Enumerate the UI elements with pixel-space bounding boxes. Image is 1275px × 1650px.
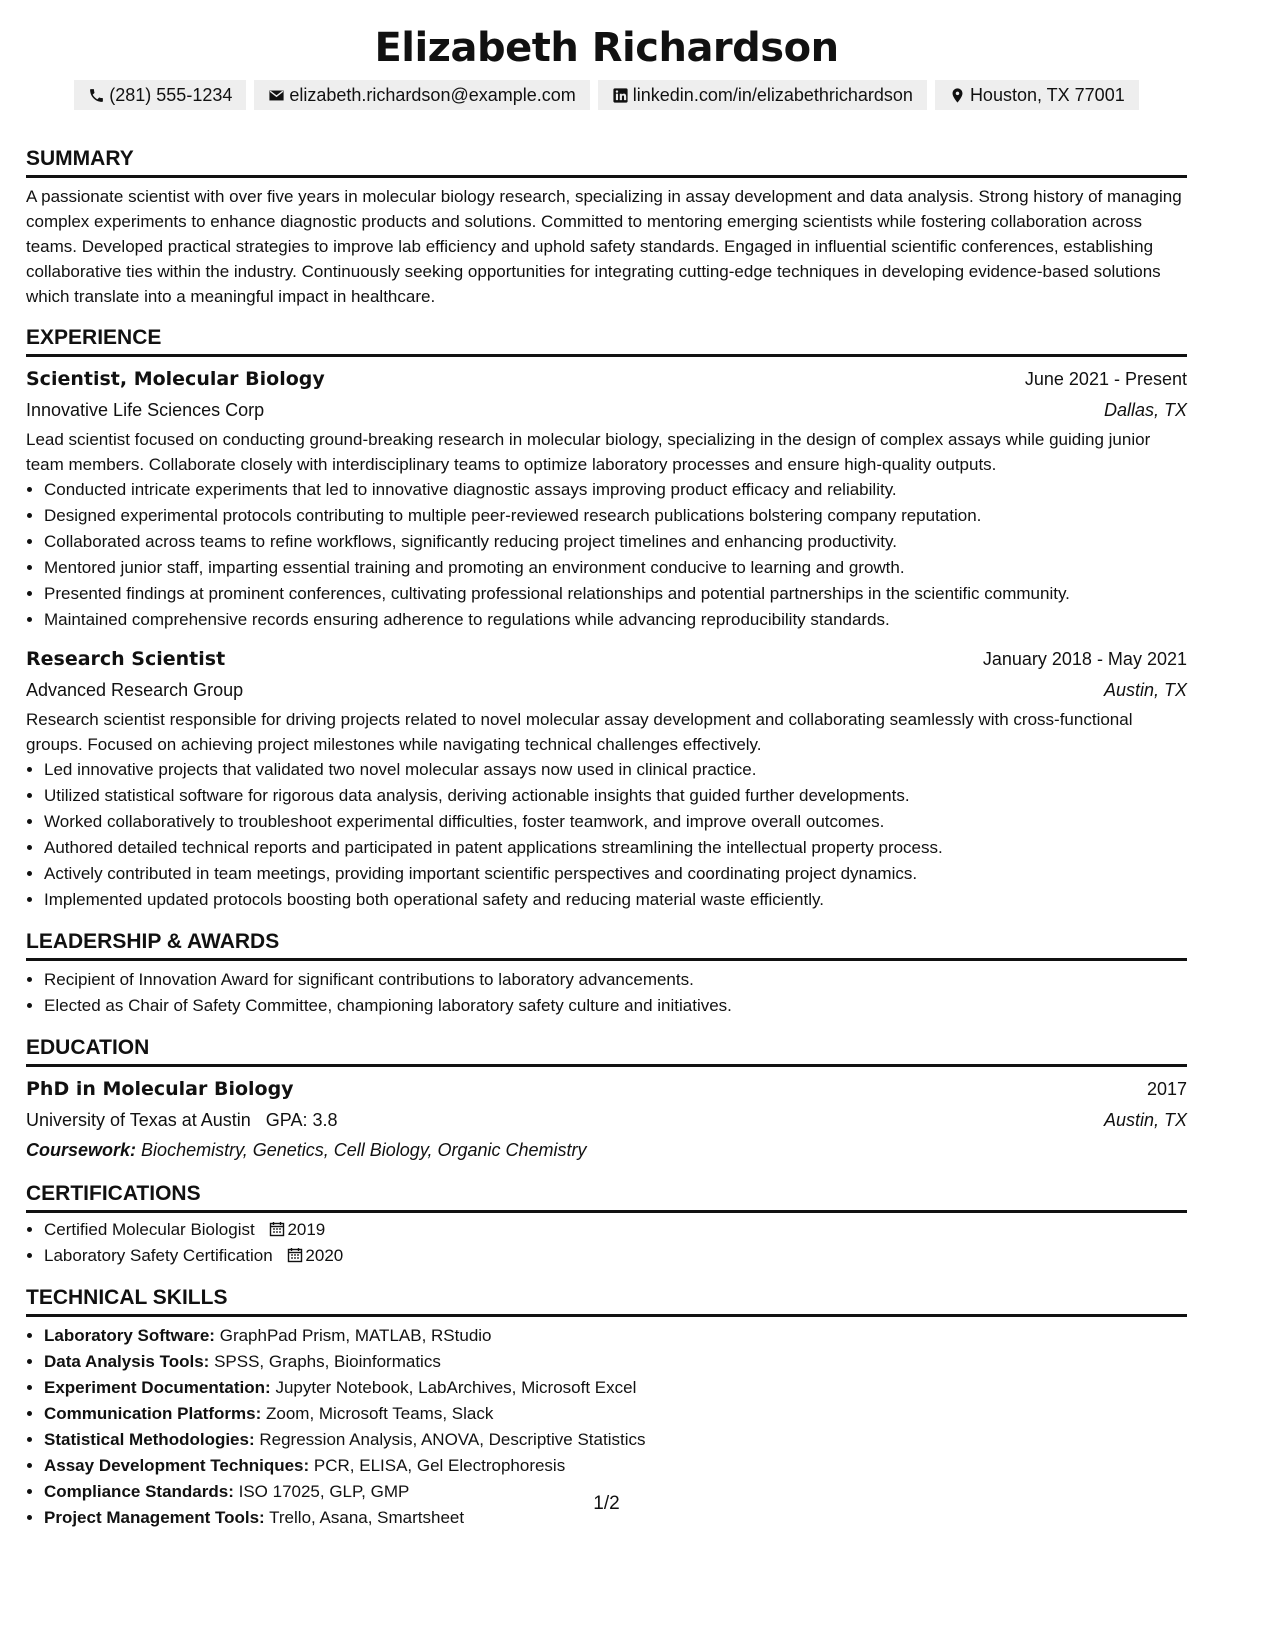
certifications-section xyxy=(26,1181,1187,1269)
company-name: Advanced Research Group xyxy=(26,680,244,700)
skill-label: Statistical Methodologies: xyxy=(44,1430,255,1449)
job-location: Austin, TX xyxy=(1103,680,1187,700)
certification-name: Laboratory Safety Certification xyxy=(44,1246,273,1265)
list-item: • Elected as Chair of Safety Committee, championing laboratory safety culture and initiatives. xyxy=(44,993,1187,1019)
calendar-icon xyxy=(287,1247,303,1263)
list-item xyxy=(44,1453,1187,1479)
list-item xyxy=(44,1401,1187,1427)
page-number: 1/2 xyxy=(593,1493,620,1514)
skill-value: Zoom, Microsoft Teams, Slack xyxy=(265,1404,494,1423)
skill-value: PCR, ELISA, Gel Electrophoresis xyxy=(313,1456,566,1475)
skill-value: ISO 17025, GLP, GMP xyxy=(238,1482,410,1501)
candidate-name: Elizabeth Richardson xyxy=(374,25,839,71)
skill-value: GraphPad Prism, MATLAB, RStudio xyxy=(219,1326,492,1345)
phone-icon xyxy=(88,87,105,104)
company-name: Innovative Life Sciences Corp xyxy=(26,400,265,420)
contact-linkedin-text: linkedin.com/in/elizabethrichardson xyxy=(632,84,913,105)
school-location: Austin, TX xyxy=(1103,1110,1187,1130)
list-item: • Designed experimental protocols contributing to multiple peer-reviewed research publications bolstering company reputation. xyxy=(44,503,1187,529)
degree-title: PhD in Molecular Biology xyxy=(26,1078,294,1100)
education-entry xyxy=(26,1073,1187,1165)
certification-year: 2019 xyxy=(287,1220,326,1239)
list-item xyxy=(44,1349,1187,1375)
envelope-icon xyxy=(268,87,285,104)
list-item xyxy=(44,1323,1187,1349)
list-item: • Utilized statistical software for rigorous data analysis, deriving actionable insights that guided further developments. xyxy=(44,783,1187,809)
skill-label: Project Management Tools: xyxy=(44,1508,265,1527)
list-item: • Authored detailed technical reports and participated in patent applications streamlining the intellectual property process. xyxy=(44,835,1187,861)
job-description: Lead scientist focused on conducting ground-breaking research in molecular biology, specializing in the design of complex assays while guiding junior team members. Collaborate closely with interdisciplinary teams to optimize laboratory processes and ensure high-quality outputs. xyxy=(26,430,1151,474)
list-item: • Led innovative projects that validated two novel molecular assays now used in clinical practice. xyxy=(44,757,1187,783)
contact-location xyxy=(935,80,1139,110)
leadership-list xyxy=(26,967,1187,1019)
section-title: CERTIFICATIONS xyxy=(26,1181,1187,1213)
skill-label: Communication Platforms: xyxy=(44,1404,262,1423)
list-item: • Conducted intricate experiments that led to innovative diagnostic assays improving product efficacy and reliability. xyxy=(44,477,1187,503)
skill-label: Experiment Documentation: xyxy=(44,1378,271,1397)
contact-email-text: elizabeth.richardson@example.com xyxy=(289,84,576,105)
job-location: Dallas, TX xyxy=(1103,400,1187,420)
list-item xyxy=(44,1375,1187,1401)
map-pin-icon xyxy=(949,87,966,104)
list-item: • Collaborated across teams to refine workflows, significantly reducing project timelines and enhancing productivity. xyxy=(44,529,1187,555)
certification-name: Certified Molecular Biologist xyxy=(44,1220,255,1239)
section-title: LEADERSHIP & AWARDS xyxy=(26,929,1187,961)
linkedin-icon xyxy=(612,87,629,104)
job-entry xyxy=(26,643,1187,913)
job-description: Research scientist responsible for driving projects related to novel molecular assay development and collaborating seamlessly with cross-functional groups. Focused on achieving project milestones while navigating technical challenges effectively. xyxy=(26,710,1133,754)
gpa: GPA: 3.8 xyxy=(265,1110,338,1130)
skill-value: Trello, Asana, Smartsheet xyxy=(269,1508,465,1527)
section-title: TECHNICAL SKILLS xyxy=(26,1285,1187,1317)
contact-phone[interactable] xyxy=(74,80,246,110)
job-title: Scientist, Molecular Biology xyxy=(26,368,325,390)
skill-label: Compliance Standards: xyxy=(44,1482,234,1501)
skill-value: SPSS, Graphs, Bioinformatics xyxy=(214,1352,441,1371)
coursework-list: Biochemistry, Genetics, Cell Biology, Organic Chemistry xyxy=(141,1140,587,1160)
list-item: • Mentored junior staff, imparting essential training and promoting an environment conducive to learning and growth. xyxy=(44,555,1187,581)
section-title: SUMMARY xyxy=(26,146,1187,178)
certification-year: 2020 xyxy=(305,1246,344,1265)
calendar-icon xyxy=(269,1221,285,1237)
skill-value: Regression Analysis, ANOVA, Descriptive Statistics xyxy=(259,1430,646,1449)
contact-linkedin[interactable] xyxy=(598,80,927,110)
certifications-list xyxy=(26,1217,1187,1269)
contact-phone-text: (281) 555-1234 xyxy=(109,84,233,105)
coursework-label: Coursework: xyxy=(26,1140,137,1160)
skill-label: Laboratory Software: xyxy=(44,1326,215,1345)
list-item: • Worked collaboratively to troubleshoot experimental difficulties, foster teamwork, and improve overall outcomes. xyxy=(44,809,1187,835)
job-bullets xyxy=(26,477,1187,633)
contact-location-text: Houston, TX 77001 xyxy=(969,84,1125,105)
list-item: • Implemented updated protocols boosting both operational safety and reducing material waste efficiently. xyxy=(44,887,1187,913)
list-item: • Presented findings at prominent conferences, cultivating professional relationships and potential partnerships in the scientific community. xyxy=(44,581,1187,607)
job-dates: January 2018 - May 2021 xyxy=(982,649,1187,669)
contact-email[interactable] xyxy=(254,80,589,110)
job-entry xyxy=(26,363,1187,633)
education-section xyxy=(26,1035,1187,1165)
coursework xyxy=(26,1135,1187,1165)
graduation-year: 2017 xyxy=(1146,1079,1187,1099)
leadership-section xyxy=(26,929,1187,1019)
school-name: University of Texas at Austin xyxy=(26,1110,251,1130)
job-title: Research Scientist xyxy=(26,648,226,670)
list-item: • Actively contributed in team meetings, providing important scientific perspectives and coordinating project dynamics. xyxy=(44,861,1187,887)
list-item: • Maintained comprehensive records ensuring adherence to regulations while advancing reproducibility standards. xyxy=(44,607,1187,633)
job-bullets xyxy=(26,757,1187,913)
skill-label: Assay Development Techniques: xyxy=(44,1456,310,1475)
list-item xyxy=(44,1243,1187,1269)
experience-section xyxy=(26,325,1187,913)
skill-value: Jupyter Notebook, LabArchives, Microsoft Excel xyxy=(275,1378,637,1397)
list-item xyxy=(44,1427,1187,1453)
list-item: • Recipient of Innovation Award for significant contributions to laboratory advancements. xyxy=(44,967,1187,993)
summary-text: A passionate scientist with over five years in molecular biology research, specializing in assay development and data analysis. Strong history of managing complex experiments to enhance diagnostic products and solutions. Committed to mentoring emerging scientists while fostering collaboration across teams. Developed practical strategies to improve lab efficiency and uphold safety standards. Engaged in influential scientific conferences, establishing collaborative ties within the industry. Continuously seeking opportunities for integrating cutting-edge techniques in developing evidence-based solutions which translate into a meaningful impact in healthcare. xyxy=(26,187,1182,306)
section-title: EDUCATION xyxy=(26,1035,1187,1067)
section-title: EXPERIENCE xyxy=(26,325,1187,357)
contact-bar xyxy=(26,80,1187,110)
summary-section xyxy=(26,146,1187,309)
job-dates: June 2021 - Present xyxy=(1024,369,1187,389)
skill-label: Data Analysis Tools: xyxy=(44,1352,210,1371)
list-item xyxy=(44,1217,1187,1243)
